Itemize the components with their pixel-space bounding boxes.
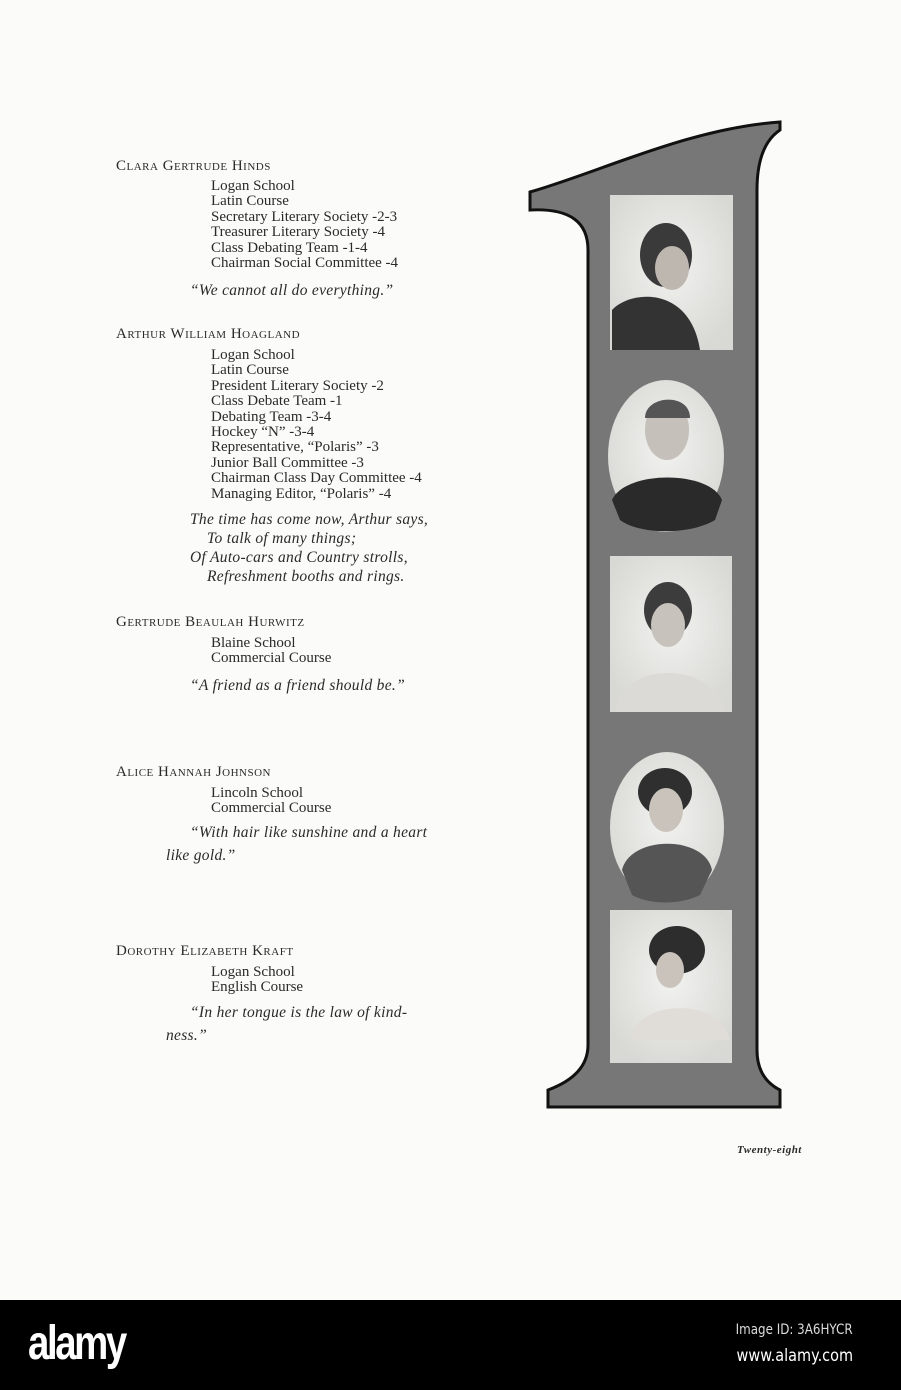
poem-line: The time has come now, Arthur says, bbox=[190, 511, 429, 528]
image-id: Image ID: 3A6HYCR bbox=[736, 1322, 853, 1338]
student-name: Alice Hannah Johnson bbox=[116, 764, 271, 780]
detail-line: Treasurer Literary Society -4 bbox=[211, 224, 385, 241]
detail-line: Logan School bbox=[211, 178, 295, 194]
student-name: Dorothy Elizabeth Kraft bbox=[116, 943, 294, 959]
student-details bbox=[211, 636, 331, 667]
portrait-gertrude bbox=[610, 556, 732, 712]
poem-line: Refreshment booths and rings. bbox=[207, 568, 405, 585]
poem-line: Of Auto-cars and Country strolls, bbox=[190, 549, 408, 566]
detail-line: Secretary Literary Society -2-3 bbox=[211, 208, 398, 225]
detail-line: Commercial Course bbox=[211, 650, 332, 667]
detail-line: Representative, “Polaris” -3 bbox=[211, 439, 379, 456]
student-quote: like gold.” bbox=[166, 847, 236, 864]
detail-line: Lincoln School bbox=[211, 785, 304, 801]
detail-line: Latin Course bbox=[211, 362, 289, 379]
detail-line: Logan School bbox=[211, 964, 295, 980]
student-details bbox=[211, 965, 303, 996]
student-quote: “In her tongue is the law of kind- bbox=[190, 1004, 408, 1021]
detail-line: Managing Editor, “Polaris” -4 bbox=[211, 485, 392, 502]
student-details bbox=[211, 786, 331, 817]
alamy-logo: alamy bbox=[28, 1317, 125, 1370]
student-quote: “We cannot all do everything.” bbox=[190, 282, 394, 299]
student-quote: “A friend as a friend should be.” bbox=[190, 677, 406, 694]
student-quote: ness.” bbox=[166, 1027, 207, 1044]
detail-line: Class Debate Team -1 bbox=[211, 393, 343, 410]
detail-line: President Literary Society -2 bbox=[211, 377, 384, 394]
portrait-dorothy bbox=[610, 910, 732, 1063]
detail-line: Chairman Social Committee -4 bbox=[211, 255, 399, 272]
poem-line: To talk of many things; bbox=[207, 530, 357, 547]
student-name: Clara Gertrude Hinds bbox=[116, 158, 271, 174]
student-details bbox=[211, 348, 422, 502]
detail-line: Chairman Class Day Committee -4 bbox=[211, 470, 422, 487]
detail-line: Blaine School bbox=[211, 635, 296, 651]
portrait-alice bbox=[610, 752, 724, 903]
detail-line: Hockey “N” -3-4 bbox=[211, 424, 315, 441]
watermark-footer bbox=[0, 1300, 901, 1390]
detail-line: English Course bbox=[211, 979, 304, 996]
page-number: Twenty-eight bbox=[737, 1144, 802, 1156]
detail-line: Junior Ball Committee -3 bbox=[211, 454, 364, 471]
portrait-clara bbox=[610, 195, 733, 350]
student-details bbox=[211, 179, 398, 271]
student-name: Arthur William Hoagland bbox=[116, 326, 301, 342]
student-quote: “With hair like sunshine and a heart bbox=[190, 824, 428, 841]
detail-line: Latin Course bbox=[211, 193, 289, 210]
student-name: Gertrude Beaulah Hurwitz bbox=[116, 614, 305, 630]
detail-line: Commercial Course bbox=[211, 800, 332, 817]
site-url: www.alamy.com bbox=[736, 1346, 853, 1366]
detail-line: Debating Team -3-4 bbox=[211, 408, 332, 425]
portrait-arthur bbox=[608, 380, 724, 532]
detail-line: Logan School bbox=[211, 347, 295, 363]
detail-line: Class Debating Team -1-4 bbox=[211, 239, 368, 256]
